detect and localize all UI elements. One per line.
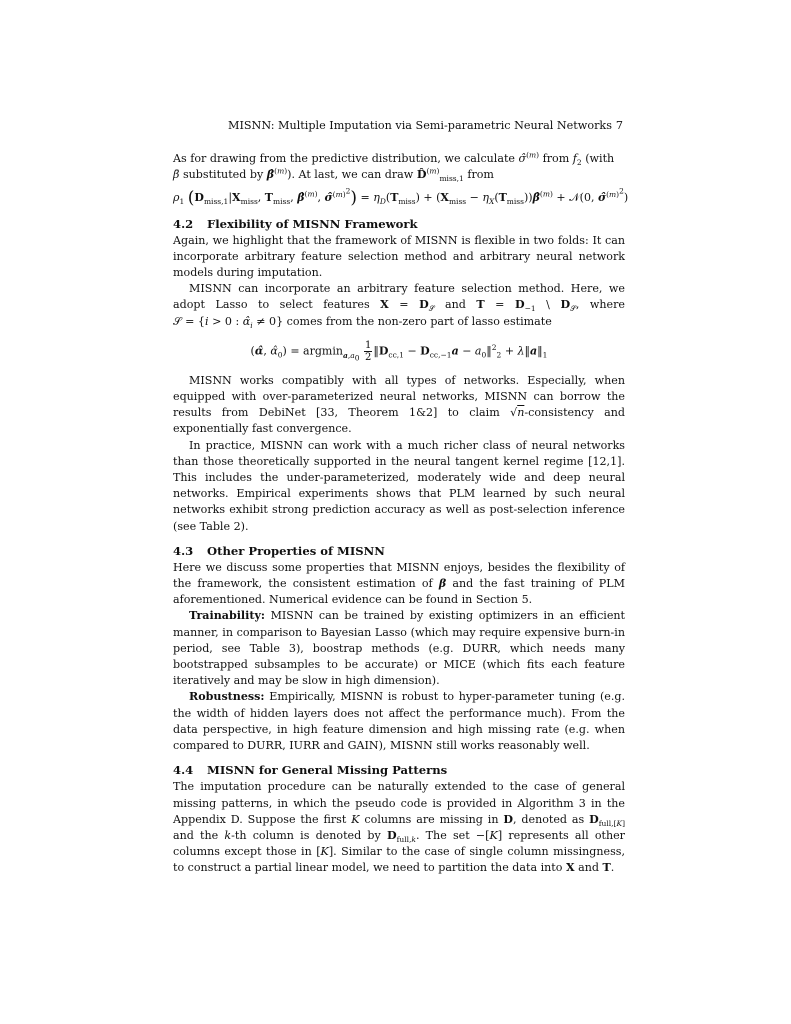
s44-paragraph-1: The imputation procedure can be naturally extended to the case of general missing patterns, in which the pseudo code is provided in Algorithm 3 in the Appendix D. Suppose the first K columns are missing in D, denoted as $D_{full,[K]}$ and the k-th column is denoted by $D_{full,k}$. The set −[K] represents all other columns except those in [K]. Similar to the case of single column missingness, to construct a partial linear model, we need to partition the data into X and T.	[173, 780, 625, 875]
s42-paragraph-2: MISNN can incorporate an arbitrary feature selection method. Here, we adopt Lasso to select features $X = D_𝒮$ and $T = D_{-1}$ \ $D_𝒮$, where 𝒮 = {i > 0 : $\alphâ_i \ne 0$} comes from the non-zero part of lasso estimate	[173, 282, 625, 330]
equation-lasso: (α̂, $\alphâ_0) = argmin_{a,a_0}$ $\frac{1}{2}$ $‖D_{cc,1} - D_{cc,-1}a$ − $a_0‖^2_2$ + $\lambda‖a‖_1$	[250, 339, 548, 363]
running-title: MISNN: Multiple Imputation via Semi-parametric Neural Networks	[228, 119, 612, 132]
s43-trainability: Trainability: MISNN can be trained by existing optimizers in an efficient manner, in comparison to Bayesian Lasso (which may require expensive burn-in period, see Table 3), boostrap methods (e.g. DURR, which needs many bootstrapped subsamples to be accurate) or MICE (which fits each feature iteratively and may be slow in high dimension).	[173, 609, 625, 688]
s43-paragraph-1: Here we discuss some properties that MISNN enjoys, besides the flexibility of the framework, the consistent estimation of β and the fast training of PLM aforementioned. Numerical evidence can be found in Section 5.	[173, 560, 625, 607]
page-body	[173, 150, 629, 877]
equation-predictive-draw: $\rho_1$ ($D_{miss,1}|X_{miss}$, $T_{miss}$, β̂$^{(m)}$, σ̂$^{(m)^2}$) = $\eta_D(T_{miss}) + (X_{miss}$ − $\eta_X(T_{miss}))\betâ^{(m)}$ + 𝒩(0, σ̂$^{(m)^2}$)	[173, 186, 629, 209]
s42-paragraph-3: MISNN works compatibly with all types of networks. Especially, when equipped with over-parameterized neural networks, MISNN can borrow the results from DebiNet [33, Theorem 1&2] to claim √n-consistency and exponentially fast convergence.	[173, 373, 625, 436]
section-heading-4-4: 4.4 MISNN for General Missing Patterns	[173, 763, 448, 778]
s42-paragraph-4: In practice, MISNN can work with a much richer class of neural networks than those theoretically supported in the neural tangent kernel regime [12,1]. This includes the under-parameterized, moderately wide and deep neural networks. Empirical experiments shows that PLM learned by such neural networks exhibit strong prediction accuracy as well as post-selection inference (see Table 2).	[173, 438, 625, 533]
page-number: 7	[615, 119, 623, 132]
s43-robustness: Robustness: Empirically, MISNN is robust to hyper-parameter tuning (e.g. the width of hidden layers does not affect the performance much). From the data perspective, in high feature dimension and high missing rate (e.g. when compared to DURR, IURR and GAIN), MISNN still works reasonably well.	[173, 690, 625, 753]
intro-paragraph: As for drawing from the predictive distribution, we calculate σ̂$^{(m)}$ from $f_2$ (with β̄ substituted by β̂$^{(m)}$). At last, we can draw D̂$^{(m)}_{miss,1}$ from	[173, 150, 615, 184]
section-heading-4-3: 4.3 Other Properties of MISNN	[173, 543, 385, 558]
s42-paragraph-1: Again, we highlight that the framework of MISNN is flexible in two folds: It can incorporate arbitrary feature selection method and arbitrary neural network models during imputation.	[173, 233, 625, 280]
section-heading-4-2: 4.2 Flexibility of MISNN Framework	[173, 216, 418, 231]
